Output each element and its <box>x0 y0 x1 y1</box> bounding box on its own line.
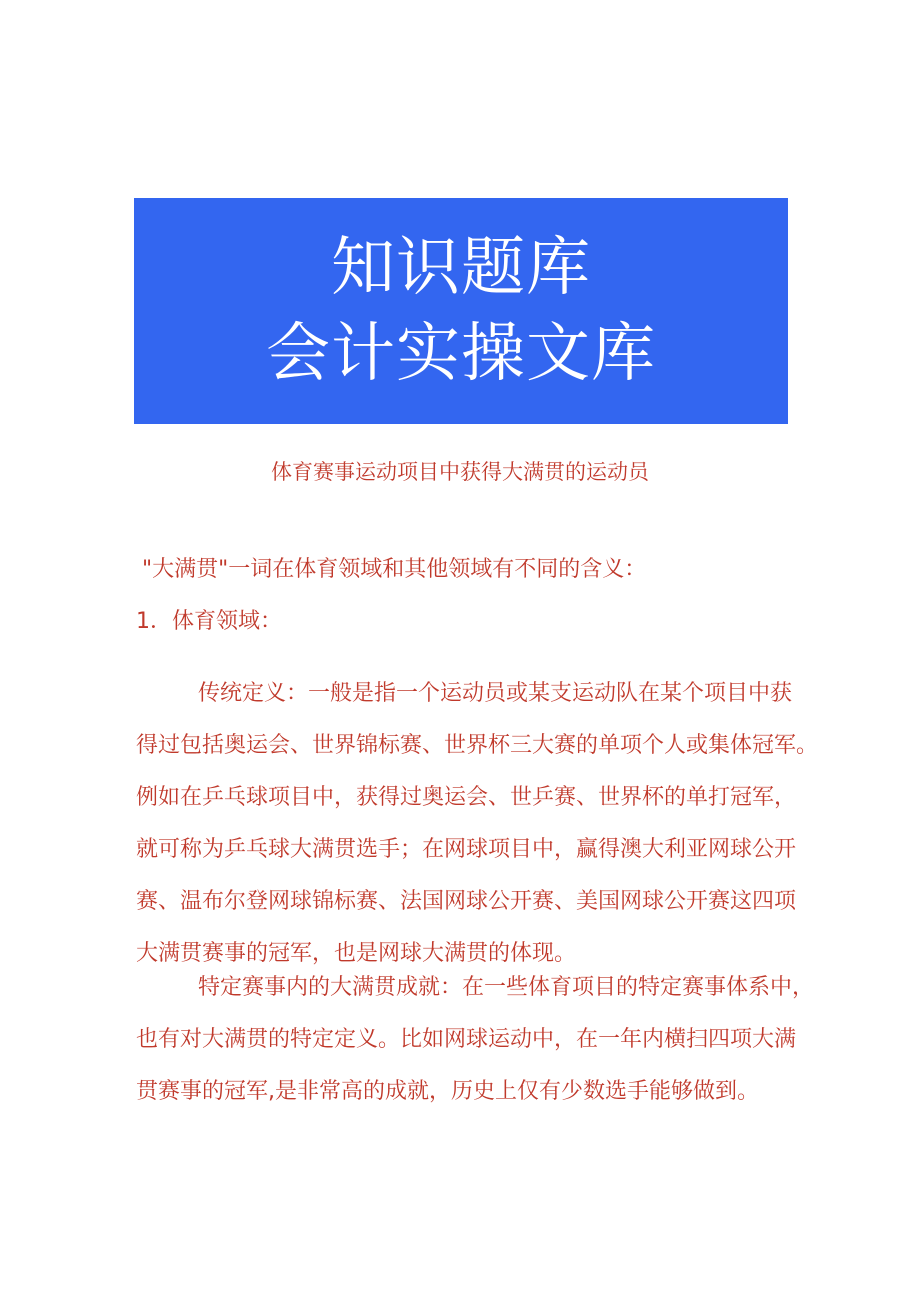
document-title: 体育赛事运动项目中获得大满贯的运动员 <box>271 460 649 484</box>
paragraph-line: 得过包括奥运会、世界锦标赛、世界杯三大赛的单项个人或集体冠军。 <box>136 733 819 758</box>
paragraph-line: 赛、温布尔登网球锦标赛、法国网球公开赛、美国网球公开赛这四项 <box>136 889 797 914</box>
paragraph-line: 也有对大满贯的特定定义。比如网球运动中，在一年内横扫四项大满 <box>136 1027 797 1052</box>
banner-title-line-1: 知识题库 <box>331 231 591 305</box>
section-heading: 1．体育领域： <box>136 609 282 634</box>
paragraph-traditional-definition <box>136 668 819 980</box>
paragraph-line: 特定赛事内的大满贯成就：在一些体育项目的特定赛事体系中， <box>198 975 815 1000</box>
paragraph-line: 例如在乒乓球项目中，获得过奥运会、世乒赛、世界杯的单打冠军， <box>136 785 797 810</box>
banner-title-line-2: 会计实操文库 <box>266 317 656 391</box>
paragraph-line: 贯赛事的冠军,是非常高的成就，历史上仅有少数选手能够做到。 <box>136 1079 759 1104</box>
paragraph-specific-event-definition <box>136 962 815 1118</box>
banner <box>134 198 788 424</box>
paragraph-line: 传统定义：一般是指一个运动员或某支运动队在某个项目中获 <box>198 681 793 706</box>
intro-text: "大满贯"一词在体育领域和其他领域有不同的含义： <box>142 557 647 582</box>
paragraph-line: 大满贯赛事的冠军，也是网球大满贯的体现。 <box>136 941 577 966</box>
paragraph-line: 就可称为乒乓球大满贯选手；在网球项目中，赢得澳大利亚网球公开 <box>136 837 797 862</box>
